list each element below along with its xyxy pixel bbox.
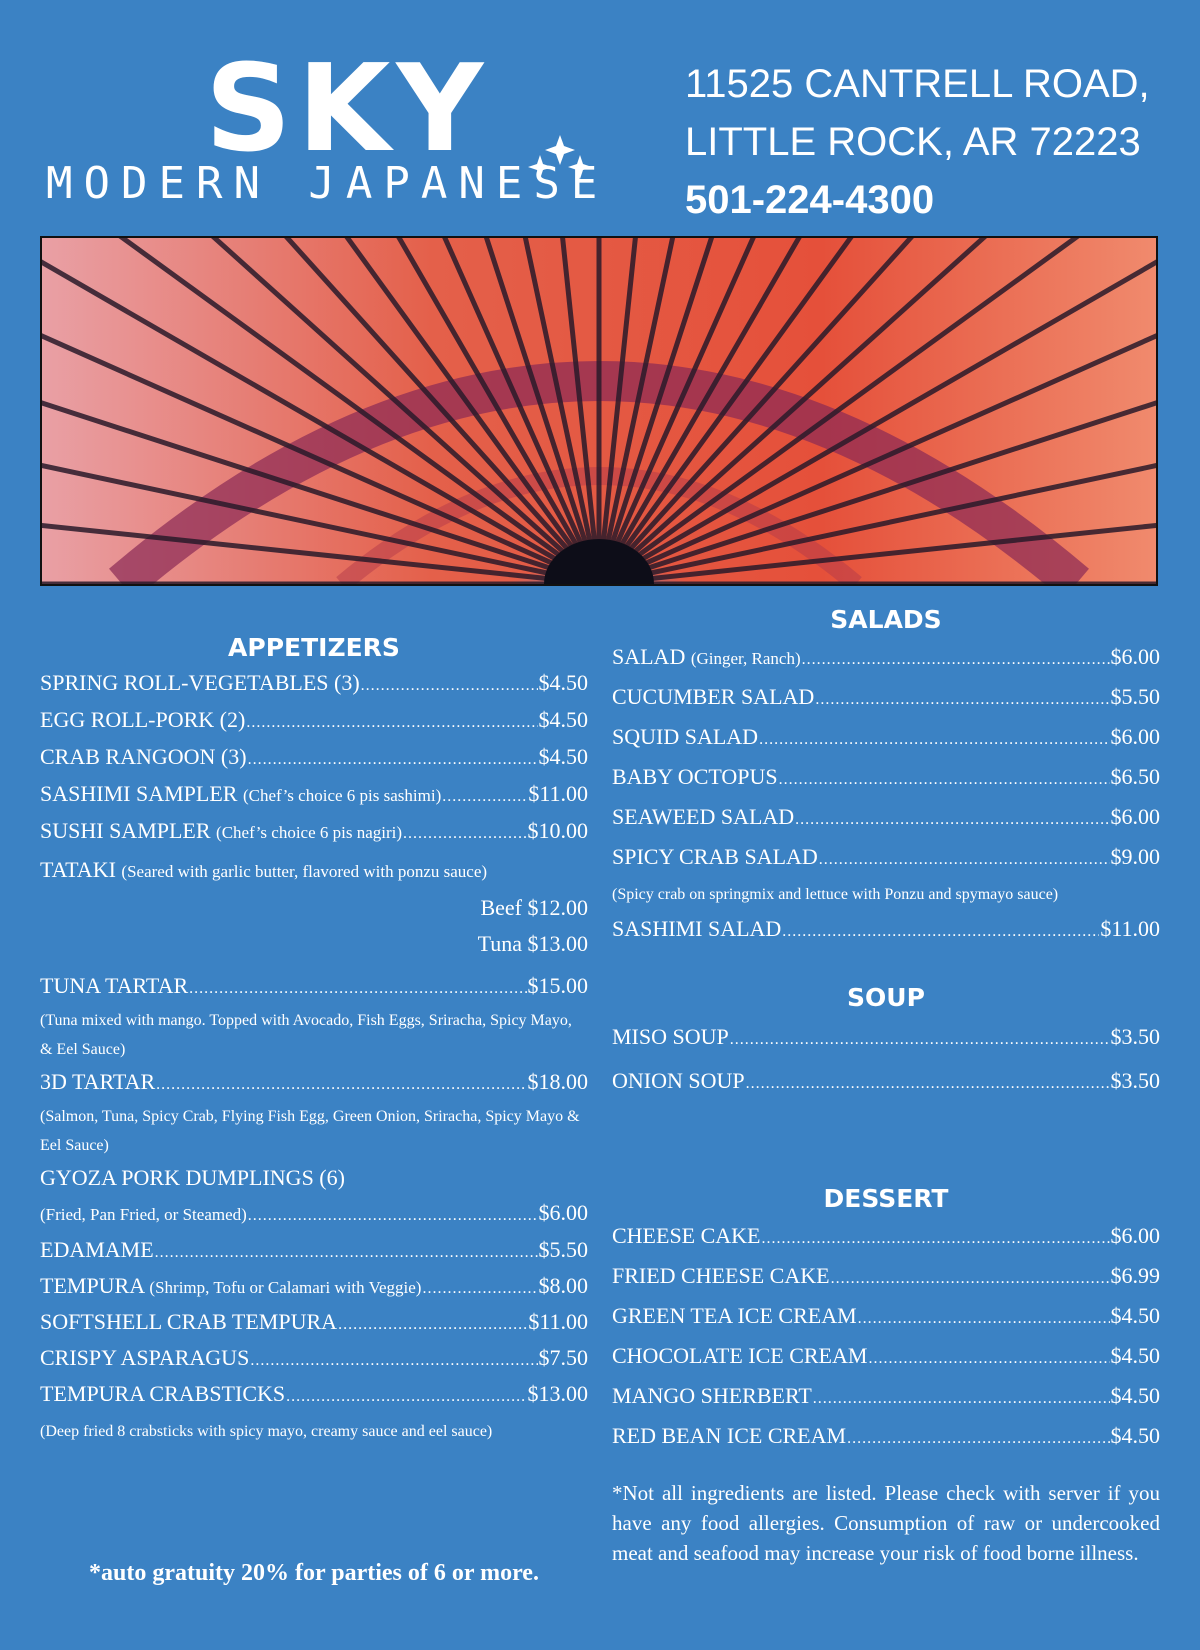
item-price: $3.50	[1110, 1024, 1160, 1049]
dot-leader	[442, 780, 527, 814]
dot-leader	[847, 1420, 1109, 1457]
item-price: $4.50	[538, 707, 588, 732]
dot-leader	[819, 841, 1110, 878]
item-price: $6.00	[1110, 1223, 1160, 1248]
item-name: EDAMAME	[40, 1237, 154, 1262]
dot-leader	[248, 743, 538, 777]
parasol-image	[40, 236, 1158, 586]
logo-subtitle: MODERN JAPANESE	[46, 158, 609, 209]
item-name: SEAWEED SALAD	[612, 804, 795, 829]
menu-item	[612, 1060, 1160, 1104]
soup-heading: SOUP	[847, 983, 925, 1012]
item-price: $6.50	[1110, 764, 1160, 789]
appetizers-section	[40, 632, 588, 1446]
item-price: $11.00	[528, 781, 588, 806]
soup-section	[612, 982, 1160, 1104]
item-price: $11.00	[528, 1309, 588, 1334]
tuna-tartar-desc: (Tuna mixed with mango. Topped with Avocado, Fish Eggs, Sriracha, Spicy Mayo, & Eel Sauce)	[40, 1012, 572, 1058]
dot-leader	[858, 1300, 1110, 1337]
dot-leader	[403, 817, 526, 851]
item-price: $5.50	[538, 1237, 588, 1262]
dot-leader	[361, 669, 538, 703]
gyoza-desc-row: (Fried, Pan Fried, or Steamed) ..... $6.00	[40, 1195, 588, 1233]
item-price: $6.99	[1110, 1263, 1160, 1288]
dot-leader	[746, 1063, 1110, 1104]
item-price: $6.00	[1110, 644, 1160, 669]
item-name: SPRING ROLL-VEGETABLES (3)	[40, 670, 360, 695]
item-name: CRISPY ASPARAGUS	[40, 1345, 250, 1370]
contact-info	[685, 55, 1150, 229]
item-price: $7.50	[538, 1345, 588, 1370]
menu-item	[40, 1377, 588, 1413]
item-name: MANGO SHERBERT	[612, 1383, 812, 1408]
menu-item-sashimi-salad: SASHIMI SALAD ..... $11.00	[612, 911, 1160, 949]
dot-leader	[831, 1260, 1110, 1297]
item-price: $3.50	[1110, 1068, 1160, 1093]
menu-item	[40, 666, 588, 703]
item-price: $8.00	[538, 1273, 588, 1298]
menu-item	[40, 1269, 588, 1305]
dot-leader	[155, 1236, 538, 1269]
menu-item	[612, 758, 1160, 798]
item-name: MISO SOUP	[612, 1024, 729, 1049]
item-name: CUCUMBER SALAD	[612, 684, 815, 709]
dot-leader	[762, 1220, 1110, 1257]
menu-item	[612, 1297, 1160, 1337]
dessert-heading: DESSERT	[823, 1184, 949, 1213]
item-name: SALAD (Ginger, Ranch)	[612, 644, 801, 669]
menu-item	[612, 718, 1160, 758]
menu-item	[40, 777, 588, 814]
menu-item	[40, 740, 588, 777]
item-name: CRAB RANGOON (3)	[40, 744, 247, 769]
item-price: $4.50	[1110, 1303, 1160, 1328]
3d-tartar-desc: (Salmon, Tuna, Spicy Crab, Flying Fish Egg, Green Onion, Sriracha, Spicy Mayo & Eel Sauce)	[40, 1108, 580, 1154]
dot-leader	[868, 1340, 1109, 1377]
menu-item	[612, 1016, 1160, 1060]
menu-item	[612, 1257, 1160, 1297]
item-price: $6.00	[1110, 804, 1160, 829]
item-price: $10.00	[527, 818, 588, 843]
dot-leader	[759, 721, 1109, 758]
phone-number: 501-224-4300	[685, 178, 935, 222]
item-price: $4.50	[1110, 1423, 1160, 1448]
item-price: $4.50	[538, 670, 588, 695]
tataki-tuna-price: Tuna $13.00	[477, 931, 588, 956]
item-name: ONION SOUP	[612, 1068, 745, 1093]
item-price: $4.50	[1110, 1343, 1160, 1368]
item-price: $4.50	[1110, 1383, 1160, 1408]
tataki-beef-price: Beef $12.00	[480, 895, 588, 920]
item-price: $9.00	[1110, 844, 1160, 869]
menu-item	[612, 1337, 1160, 1377]
menu-item	[40, 1233, 588, 1269]
menu-item	[612, 678, 1160, 718]
dot-leader	[246, 706, 537, 740]
dot-leader	[250, 1344, 537, 1377]
menu-item	[40, 1341, 588, 1377]
menu-item-3d-tartar: 3D TARTAR ..... $18.00	[40, 1064, 588, 1102]
spicy-crab-desc: (Spicy crab on springmix and lettuce with Ponzu and spymayo sauce)	[612, 886, 1059, 903]
menu-item	[612, 798, 1160, 838]
address-line2: LITTLE ROCK, AR 72223	[685, 120, 1141, 164]
item-name: RED BEAN ICE CREAM	[612, 1423, 847, 1448]
item-name: TATAKI (Seared with garlic butter, flavored with ponzu sauce)	[40, 857, 488, 882]
logo	[0, 30, 660, 220]
item-name: SQUID SALAD	[612, 724, 759, 749]
dot-leader	[802, 641, 1110, 678]
gratuity-note: *auto gratuity 20% for parties of 6 or more.	[89, 1560, 539, 1586]
menu-item	[40, 703, 588, 740]
menu-item-tataki	[40, 851, 588, 890]
crabsticks-desc: (Deep fried 8 crabsticks with spicy mayo, creamy sauce and eel sauce)	[40, 1423, 493, 1440]
item-name: CHEESE CAKE	[612, 1223, 761, 1248]
item-name: GREEN TEA ICE CREAM	[612, 1303, 857, 1328]
dot-leader	[813, 1380, 1110, 1417]
dot-leader	[795, 801, 1109, 838]
salads-section	[612, 604, 1160, 949]
dot-leader	[422, 1272, 537, 1305]
dot-leader	[779, 761, 1110, 798]
address-line1: 11525 CANTRELL ROAD,	[685, 62, 1150, 106]
allergy-note: *Not all ingredients are listed. Please check with server if you have any food allergies. Consumption of raw or undercooked meat and seafood may increase your risk of food borne illness.	[612, 1481, 1160, 1565]
dessert-section	[612, 1183, 1160, 1457]
item-price: $5.50	[1110, 684, 1160, 709]
menu-item	[612, 1377, 1160, 1417]
menu-item	[612, 1217, 1160, 1257]
salads-heading: SALADS	[830, 605, 942, 634]
menu-item	[40, 1305, 588, 1341]
item-name: CHOCOLATE ICE CREAM	[612, 1343, 868, 1368]
menu-item	[40, 814, 588, 851]
menu-item	[612, 638, 1160, 678]
item-name: BABY OCTOPUS	[612, 764, 778, 789]
menu-item	[612, 838, 1160, 878]
logo-name: SKY	[205, 40, 490, 179]
item-name: TEMPURA (Shrimp, Tofu or Calamari with Veggie)	[40, 1273, 422, 1298]
dot-leader	[815, 681, 1109, 718]
item-price: $13.00	[527, 1381, 588, 1406]
item-name: SASHIMI SAMPLER (Chef’s choice 6 pis sashimi)	[40, 781, 442, 806]
dot-leader	[338, 1308, 527, 1341]
item-name: SPICY CRAB SALAD	[612, 844, 818, 869]
item-price: $6.00	[1110, 724, 1160, 749]
item-price: $4.50	[538, 744, 588, 769]
dot-leader	[730, 1019, 1110, 1060]
menu-item	[612, 1417, 1160, 1457]
item-name: SOFTSHELL CRAB TEMPURA	[40, 1309, 338, 1334]
menu-item-tuna-tartar: TUNA TARTAR ..... $15.00	[40, 968, 588, 1006]
menu-item-gyoza: GYOZA PORK DUMPLINGS (6)	[40, 1165, 345, 1190]
appetizers-heading: APPETIZERS	[228, 633, 400, 662]
item-name: EGG ROLL-PORK (2)	[40, 707, 246, 732]
item-name: FRIED CHEESE CAKE	[612, 1263, 830, 1288]
item-name: TEMPURA CRABSTICKS	[40, 1381, 286, 1406]
dot-leader	[286, 1380, 526, 1413]
item-name: SUSHI SAMPLER (Chef’s choice 6 pis nagiri)	[40, 818, 403, 843]
